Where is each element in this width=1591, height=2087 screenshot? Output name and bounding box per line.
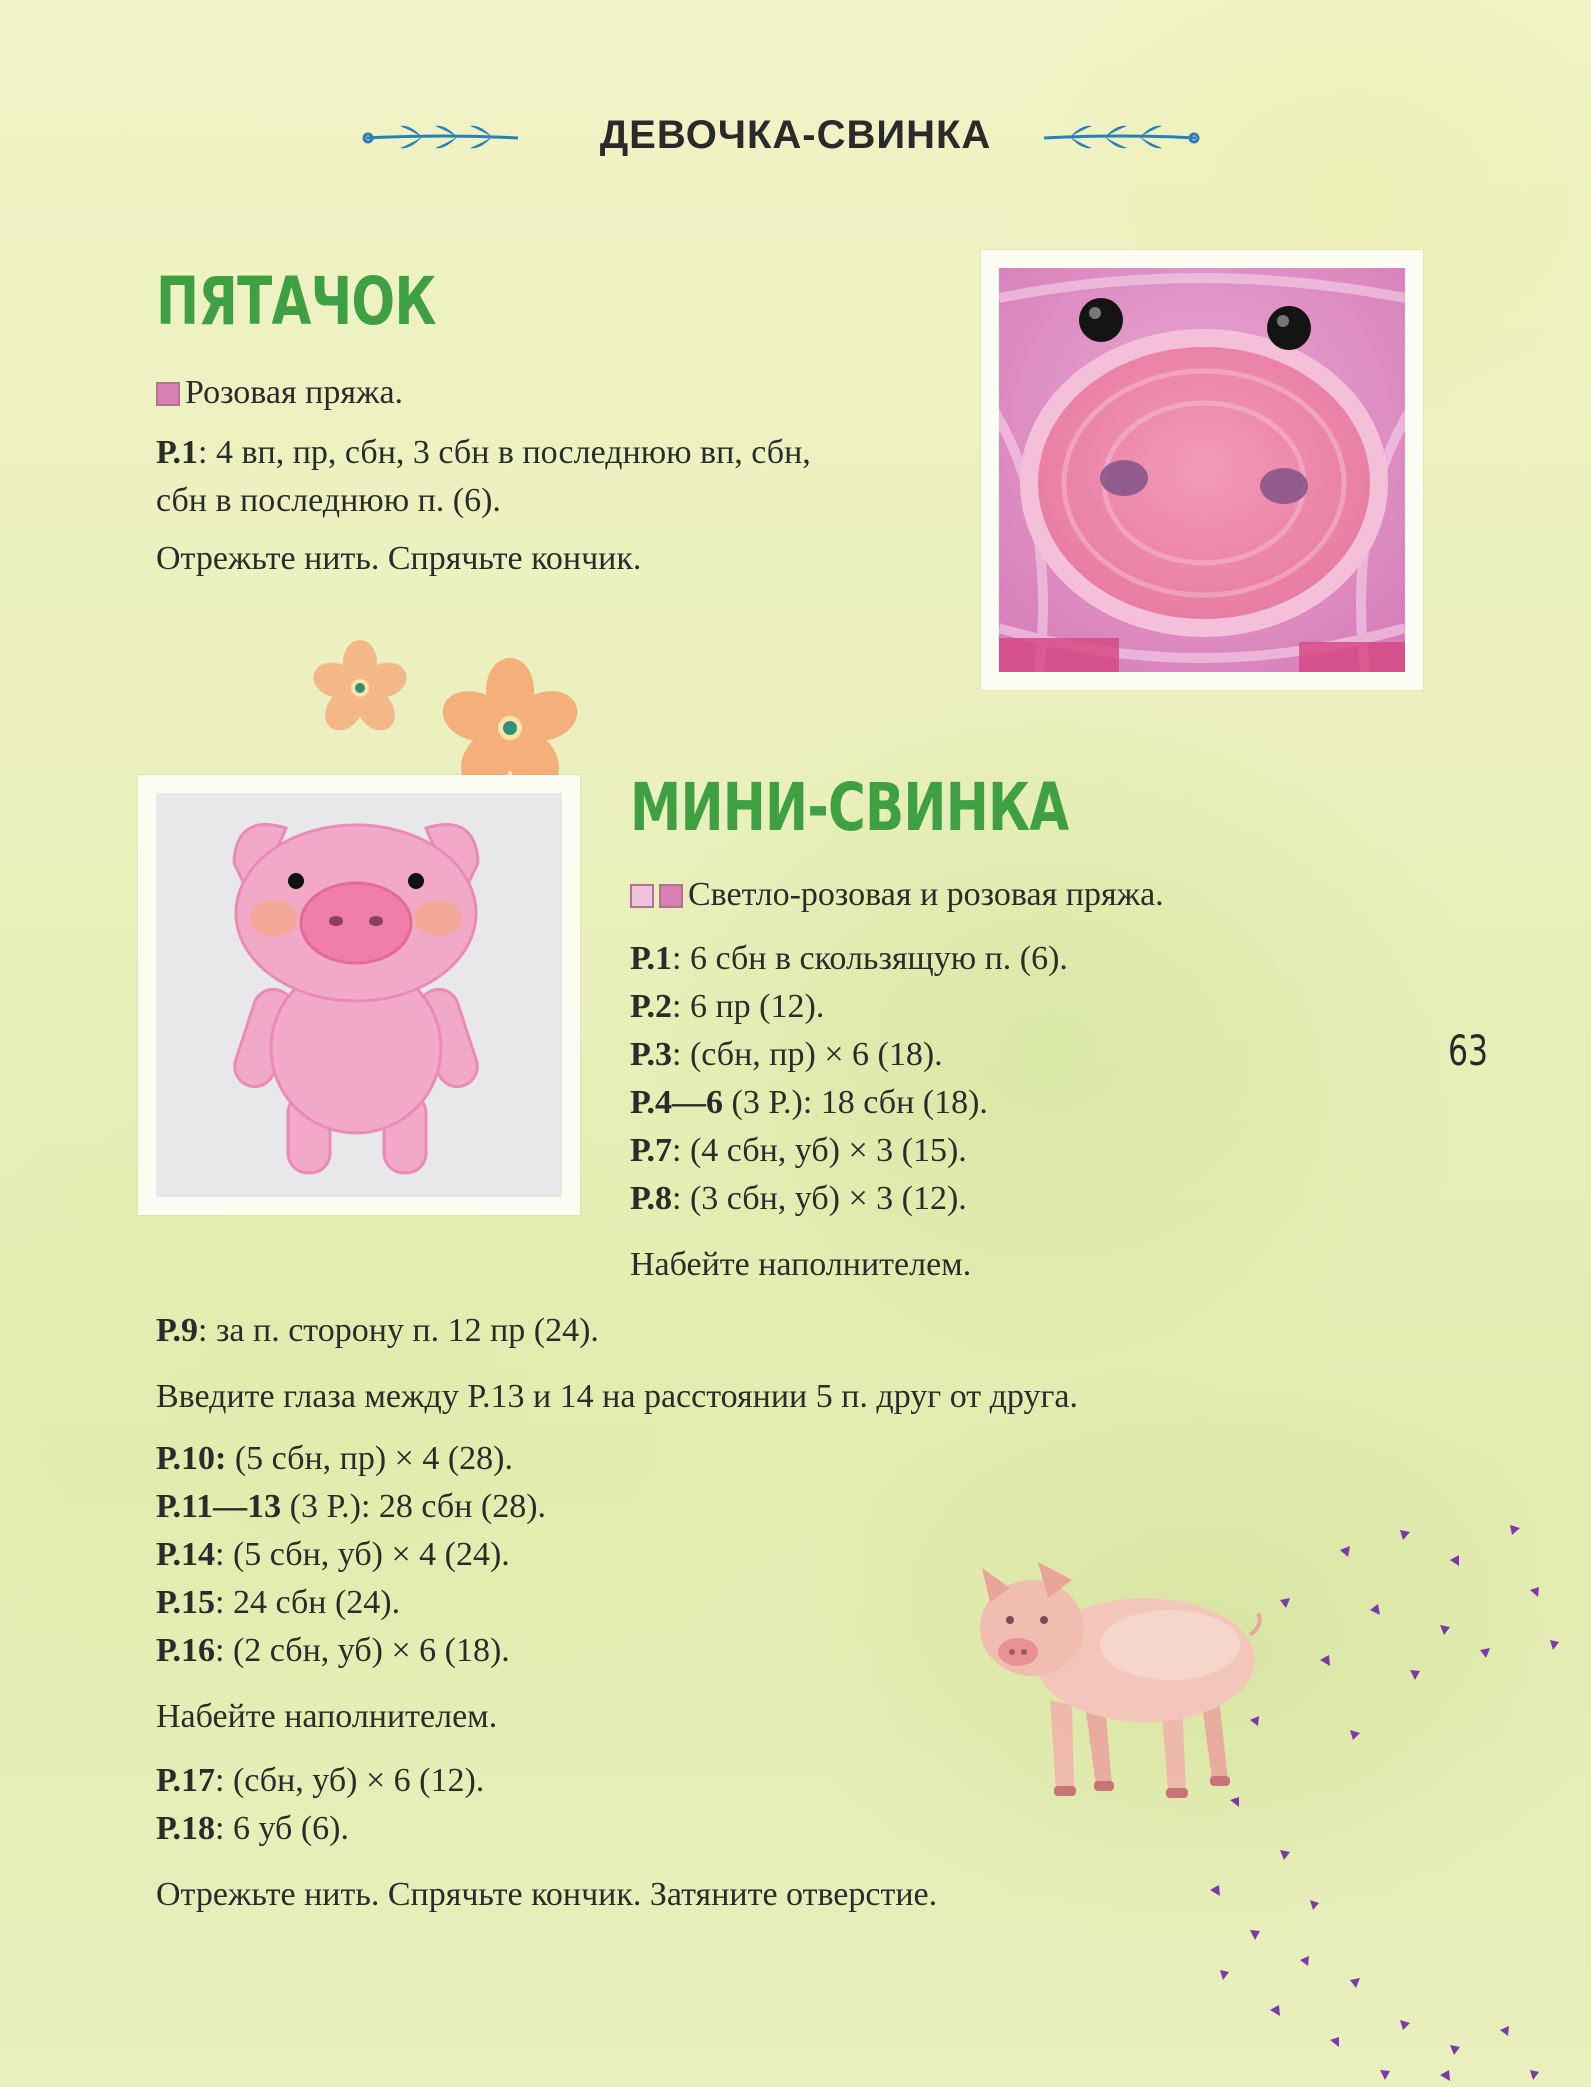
- snout-heading: ПЯТАЧОК: [156, 263, 436, 340]
- light-pink-yarn-swatch-icon: [630, 884, 654, 908]
- row-text: : (сбн, пр) × 6 (18).: [672, 1036, 943, 1073]
- row-text: (3 Р.): 28 сбн (28).: [281, 1488, 547, 1525]
- row-p11-13: [156, 1484, 546, 1530]
- row-text: : 4 вп, пр, сбн, 3 сбн в последнюю вп, сбн,: [198, 434, 811, 471]
- row-p4-6: [630, 1080, 988, 1126]
- crochet-mini-pig-photo: [156, 793, 562, 1197]
- mini-pig-yarn-text: Светло-розовая и розовая пряжа.: [688, 876, 1164, 913]
- snout-finish-text: Отрежьте нить. Спрячьте кончик.: [156, 540, 642, 577]
- row-p2: [630, 984, 824, 1030]
- row-label: Р.7: [630, 1132, 673, 1169]
- row-label: Р.8: [630, 1180, 673, 1217]
- row-text: : (3 сбн, уб) × 3 (12).: [672, 1180, 967, 1217]
- mini-pig-yarn-line: [630, 872, 1164, 918]
- row-p8: [630, 1176, 967, 1222]
- mini-pig-heading: МИНИ-СВИНКА: [630, 769, 1069, 846]
- pink-yarn-swatch-icon: [659, 884, 683, 908]
- row-p1: [630, 936, 1068, 982]
- pink-yarn-swatch-icon: [156, 382, 180, 406]
- page-header: [0, 108, 1591, 168]
- snout-row-1: [156, 430, 811, 476]
- right-leaf-ornament-icon: [1040, 120, 1200, 156]
- row-p10: [156, 1436, 513, 1482]
- stuff-note-1: Набейте наполнителем.: [630, 1246, 972, 1283]
- row-text: (5 сбн, пр) × 4 (28).: [226, 1440, 514, 1477]
- row-label: Р.17: [156, 1762, 216, 1799]
- stuff-note-2: Набейте наполнителем.: [156, 1698, 498, 1735]
- row-text: : (2 сбн, уб) × 6 (18).: [215, 1632, 510, 1669]
- snout-yarn-line: [156, 370, 403, 416]
- row-text: сбн в последнюю п. (6).: [156, 482, 501, 519]
- row-text: (3 Р.): 18 сбн (18).: [723, 1084, 988, 1121]
- row-label: Р.11—13: [156, 1488, 282, 1525]
- row-text: : (4 сбн, уб) × 3 (15).: [672, 1132, 967, 1169]
- violet-confetti-decoration: [1150, 1500, 1590, 2087]
- page-number: 63: [1448, 1026, 1489, 1075]
- mini-pig-photo-frame: [138, 775, 580, 1215]
- snout-photo-frame: [981, 250, 1423, 690]
- row-label: Р.16: [156, 1632, 216, 1669]
- row-label: Р.1: [156, 434, 199, 471]
- row-label: Р.10:: [156, 1440, 227, 1477]
- row-label: Р.1: [630, 940, 673, 977]
- row-label: Р.15: [156, 1584, 216, 1621]
- row-label: Р.2: [630, 988, 673, 1025]
- row-p14: [156, 1532, 510, 1578]
- row-text: : (5 сбн, уб) × 4 (24).: [215, 1536, 510, 1573]
- row-p17: [156, 1758, 484, 1804]
- row-p16: [156, 1628, 510, 1674]
- eyes-note: Введите глаза между Р.13 и 14 на расстоянии 5 п. друг от друга.: [156, 1378, 1079, 1415]
- row-label: Р.4—6: [630, 1084, 724, 1121]
- row-text: : 24 сбн (24).: [215, 1584, 401, 1621]
- crochet-snout-photo: [999, 268, 1405, 672]
- row-p18: [156, 1806, 349, 1852]
- row-label: Р.14: [156, 1536, 216, 1573]
- row-text: : 6 пр (12).: [672, 988, 825, 1025]
- row-p9: [156, 1308, 599, 1354]
- row-text: : за п. сторону п. 12 пр (24).: [198, 1312, 599, 1349]
- row-label: Р.18: [156, 1810, 216, 1847]
- row-label: Р.9: [156, 1312, 199, 1349]
- row-p15: [156, 1580, 400, 1626]
- mini-pig-finish-text: Отрежьте нить. Спрячьте кончик. Затяните отверстие.: [156, 1876, 938, 1913]
- snout-row-1-cont: [156, 478, 501, 524]
- row-text: : 6 уб (6).: [215, 1810, 349, 1847]
- row-text: : 6 сбн в скользящую п. (6).: [672, 940, 1068, 977]
- row-p3: [630, 1032, 943, 1078]
- row-p7: [630, 1128, 967, 1174]
- row-text: : (сбн, уб) × 6 (12).: [215, 1762, 485, 1799]
- row-label: Р.3: [630, 1036, 673, 1073]
- snout-yarn-text: Розовая пряжа.: [185, 374, 404, 411]
- page-title: ДЕВОЧКА-СВИНКА: [599, 113, 992, 157]
